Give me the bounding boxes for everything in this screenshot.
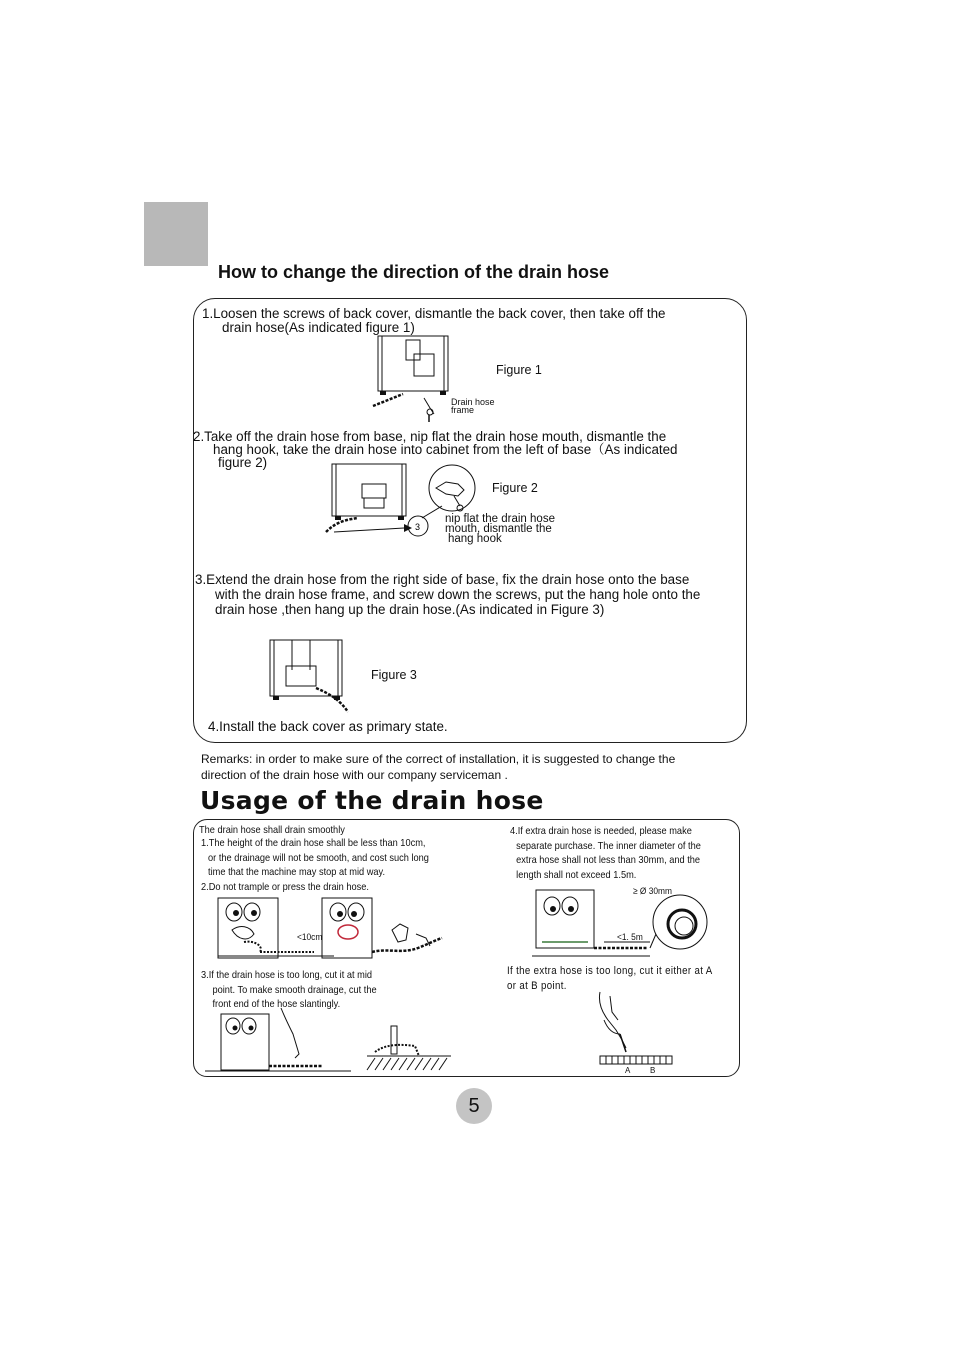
remarks-line2: direction of the drain hose with our company serviceman . bbox=[201, 768, 508, 782]
tip-4-line-b: separate purchase. The inner diameter of the bbox=[516, 839, 701, 852]
step-2-line1: 2.Take off the drain hose from base, nip flat the drain hose mouth, dismantle the bbox=[193, 429, 667, 444]
figure-1-note-b: frame bbox=[451, 405, 475, 415]
step-4: 4.Install the back cover as primary state. bbox=[208, 719, 448, 734]
tip-3-line-c: front end of the hose slantingly. bbox=[212, 998, 341, 1010]
figure-2-note-a: nip flat the drain hose bbox=[445, 513, 555, 525]
step-1-line2: drain hose(As indicated figure 1) bbox=[222, 319, 415, 335]
label-point-b: B bbox=[650, 1066, 656, 1075]
remarks bbox=[201, 751, 741, 783]
step-2-line2: hang hook, take the drain hose into cabinet from the left of base（As indicated bbox=[213, 441, 678, 457]
tip-3-illustration bbox=[205, 1004, 451, 1074]
step-1-line1: 1.Loosen the screws of back cover, dismantle the back cover, then take off the bbox=[202, 306, 666, 321]
label-30mm: ≥ Ø 30mm bbox=[633, 886, 672, 897]
cut-illustration bbox=[596, 990, 676, 1066]
cut-note-line-a: If the extra hose is too long, cut it either at A bbox=[507, 965, 713, 977]
label-10cm: <10cm bbox=[297, 932, 323, 943]
step-3-line1: 3.Extend the drain hose from the right side of base, fix the drain hose onto the base bbox=[195, 572, 690, 587]
usage-title: Usage of the drain hose bbox=[200, 786, 544, 815]
figure-1-illustration bbox=[368, 336, 458, 422]
figure-1-label: Figure 1 bbox=[496, 363, 542, 377]
tip-4 bbox=[510, 824, 701, 882]
figure-3-label: Figure 3 bbox=[371, 668, 417, 682]
section-marker bbox=[144, 202, 208, 266]
tip-1-line-b: or the drainage will not be smooth, and cost such long bbox=[208, 851, 429, 864]
tip-1 bbox=[201, 836, 429, 894]
figure-2-label: Figure 2 bbox=[492, 481, 538, 495]
page-number: 5 bbox=[456, 1088, 492, 1124]
tip-4-illustration bbox=[532, 886, 712, 958]
step-3-line2: with the drain hose frame, and screw down the screws, put the hang hole onto the bbox=[215, 587, 701, 602]
figure-2-note-c: hang hook bbox=[448, 533, 502, 545]
tip-3-line-a: 3.If the drain hose is too long, cut it at mid bbox=[201, 969, 373, 981]
tip-4-line-a: 4.If extra drain hose is needed, please make bbox=[510, 825, 692, 837]
tip-1-line-c: time that the machine may stop at mid way. bbox=[208, 866, 386, 878]
usage-intro: The drain hose shall drain smoothly bbox=[199, 824, 345, 836]
step-2-line3: figure 2) bbox=[218, 454, 268, 470]
tip-1-illustration bbox=[214, 894, 446, 970]
remarks-line1: Remarks: in order to make sure of the correct of installation, it is suggested to change the bbox=[201, 752, 676, 766]
tip-1-line-a: 1.The height of the drain hose shall be less than 10cm, bbox=[201, 837, 426, 849]
tip-4-line-c: extra hose shall not less than 30mm, and the bbox=[516, 854, 701, 866]
figure-3-illustration bbox=[264, 640, 354, 714]
label-1-5m: <1. 5m bbox=[617, 932, 643, 943]
tip-4-line-d: length shall not exceed 1.5m. bbox=[516, 868, 637, 881]
cut-note-line-b: or at B point. bbox=[507, 979, 567, 992]
tip-2: 2.Do not trample or press the drain hose. bbox=[201, 880, 369, 893]
step-1 bbox=[202, 307, 666, 334]
tip-3-line-b: point. To make smooth drainage, cut the bbox=[212, 983, 377, 996]
step-3-line3: drain hose ,then hang up the drain hose.(As indicated in Figure 3) bbox=[215, 602, 605, 617]
step-3 bbox=[195, 572, 700, 617]
figure-1-note-a: Drain hose bbox=[451, 397, 495, 407]
label-point-a: A bbox=[625, 1066, 631, 1075]
svg-text:3: 3 bbox=[415, 522, 421, 532]
cut-note bbox=[507, 964, 713, 993]
section-title: How to change the direction of the drain hose bbox=[218, 262, 610, 282]
figure-2-note-b: mouth, dismantle the bbox=[445, 523, 552, 535]
